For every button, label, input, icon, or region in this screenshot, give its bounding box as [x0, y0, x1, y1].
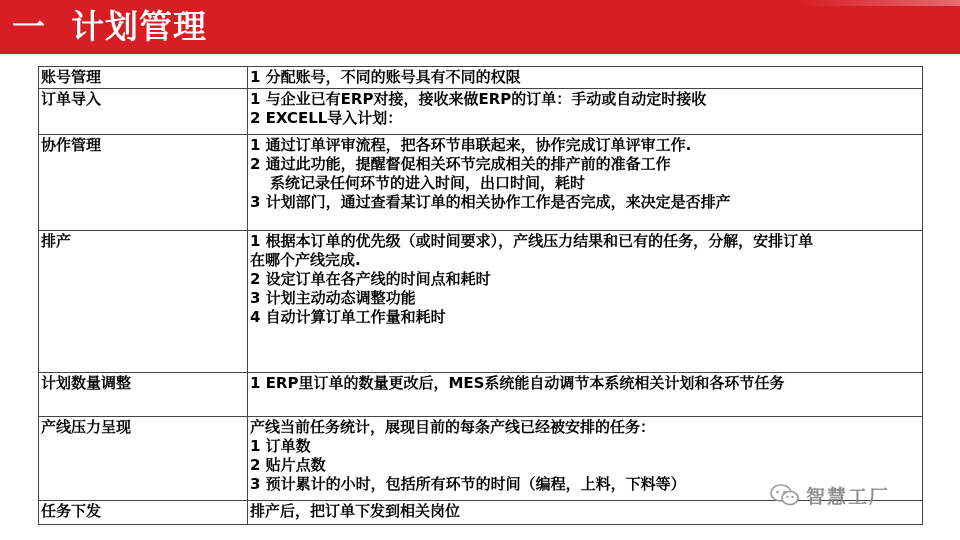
row-label-cell: [39, 89, 248, 135]
row-description-cell: [248, 67, 923, 89]
row-label: 产线压力呈现: [41, 418, 132, 436]
watermark-text: 智慧工厂: [806, 485, 891, 508]
table-row: [39, 373, 923, 417]
description-line: 1 与企业已有ERP对接，接收来做ERP的订单：手动或自动定时接收: [250, 90, 707, 108]
slide-title: 一 计划管理: [12, 7, 207, 46]
description-line: 1 分配账号，不同的账号具有不同的权限: [250, 68, 521, 86]
row-label: 订单导入: [41, 90, 102, 108]
row-label-cell: [39, 231, 248, 373]
plan-management-table: [38, 66, 923, 525]
table-row: [39, 89, 923, 135]
description-line: 3 计划部门，通过查看某订单的相关协作工作是否完成，来决定是否排产: [250, 193, 731, 211]
row-description-cell: [248, 135, 923, 231]
row-label: 协作管理: [41, 136, 102, 154]
description-line: 1 订单数: [250, 437, 311, 455]
table-row: [39, 67, 923, 89]
row-label-cell: [39, 501, 248, 525]
description-line: 系统记录任何环节的进入时间，出口时间，耗时: [270, 174, 586, 192]
description-line: 1 根据本订单的优先级（或时间要求），产线压力结果和已有的任务，分解，安排订单: [250, 232, 814, 250]
row-label: 任务下发: [41, 502, 102, 520]
row-label: 计划数量调整: [41, 374, 132, 392]
row-label-cell: [39, 417, 248, 501]
description-line: 产线当前任务统计，展现目前的每条产线已经被安排的任务：: [250, 418, 656, 436]
row-label-cell: [39, 373, 248, 417]
row-label: 账号管理: [41, 68, 102, 86]
description-line: 排产后，把订单下发到相关岗位: [250, 502, 461, 520]
description-line: 3 预计累计的小时，包括所有环节的时间（编程，上料，下料等）: [250, 475, 686, 493]
row-description-cell: [248, 89, 923, 135]
row-label-cell: [39, 135, 248, 231]
description-line: 4 自动计算订单工作量和耗时: [250, 308, 446, 326]
description-line: 2 设定订单在各产线的时间点和耗时: [250, 270, 491, 288]
description-line: 1 通过订单评审流程，把各环节串联起来，协作完成订单评审工作.: [250, 136, 692, 154]
description-line: 2 贴片点数: [250, 456, 326, 474]
description-line: 2 通过此功能，提醒督促相关环节完成相关的排产前的准备工作: [250, 155, 671, 173]
wechat-icon: [770, 484, 800, 506]
plan-table-body: [39, 67, 923, 525]
row-label-cell: [39, 67, 248, 89]
row-description-cell: [248, 373, 923, 417]
row-description-cell: [248, 231, 923, 373]
table-row: [39, 231, 923, 373]
title-bar: [0, 0, 960, 54]
description-line: 在哪个产线完成.: [250, 251, 361, 269]
description-line: 2 EXCELL导入计划：: [250, 109, 403, 127]
description-line: 1 ERP里订单的数量更改后，MES系统能自动调节本系统相关计划和各环节任务: [250, 374, 785, 392]
watermark: [770, 482, 890, 508]
title-bar-accent: [800, 0, 960, 6]
row-label: 排产: [41, 232, 72, 250]
table-row: [39, 135, 923, 231]
description-line: 3 计划主动动态调整功能: [250, 289, 416, 307]
